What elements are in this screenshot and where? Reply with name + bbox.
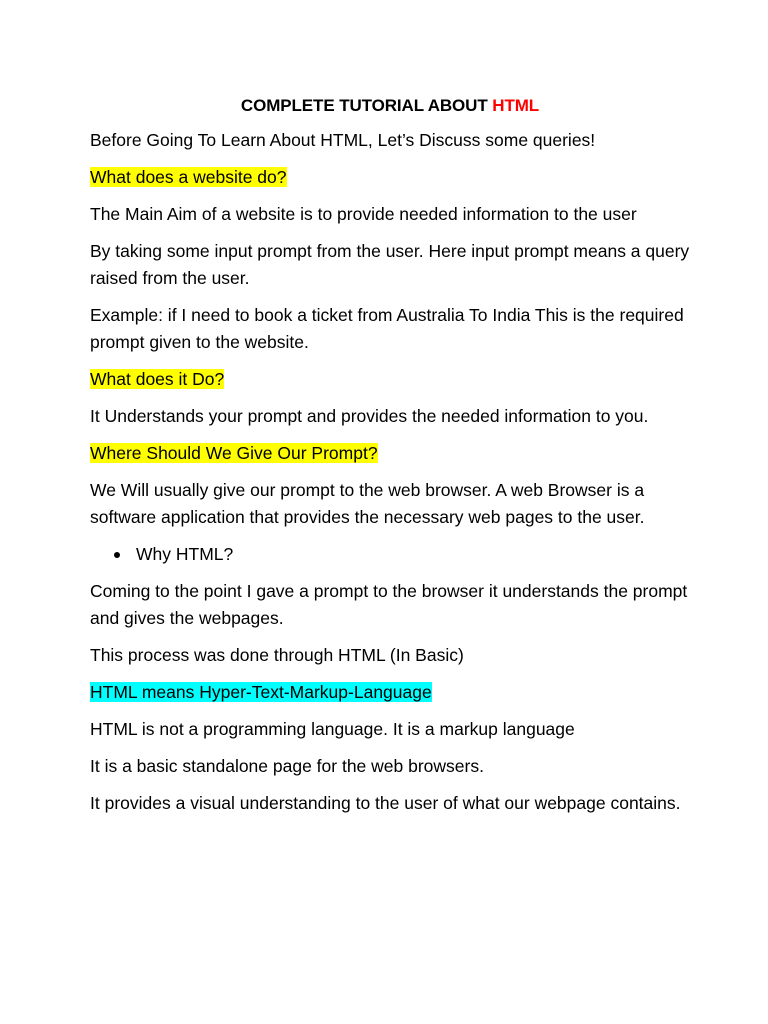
not-programming-text: HTML is not a programming language. It is a markup language xyxy=(90,719,575,739)
list-item xyxy=(90,541,690,568)
intro-text: Before Going To Learn About HTML, Let’s Discuss some queries! xyxy=(90,130,596,150)
browser-text: We Will usually give our prompt to the web browser. A web Browser is a software application that provides the necessary web pages to the user. xyxy=(90,480,645,527)
aim-paragraph xyxy=(90,201,690,228)
bullet-text: Why HTML? xyxy=(136,544,234,564)
standalone-text: It is a basic standalone page for the web browsers. xyxy=(90,756,484,776)
highlighted-meaning: HTML means Hyper-Text-Markup-Language xyxy=(90,682,432,702)
title-accent: HTML xyxy=(492,96,540,115)
browser-paragraph xyxy=(90,477,690,531)
process-text: This process was done through HTML (In Basic) xyxy=(90,645,464,665)
standalone-paragraph xyxy=(90,753,690,780)
coming-text: Coming to the point I gave a prompt to the browser it understands the prompt and gives the webpages. xyxy=(90,581,688,628)
document-title xyxy=(90,92,690,119)
bullet-icon xyxy=(114,552,120,558)
understands-text: It Understands your prompt and provides the needed information to you. xyxy=(90,406,649,426)
visual-paragraph xyxy=(90,790,690,817)
process-paragraph xyxy=(90,642,690,669)
bullet-list xyxy=(90,541,690,568)
visual-text: It provides a visual understanding to the user of what our webpage contains. xyxy=(90,793,681,813)
example-text: Example: if I need to book a ticket from Australia To India This is the required prompt given to the website. xyxy=(90,305,684,352)
highlighted-question-2: What does it Do? xyxy=(90,369,225,389)
aim-text: The Main Aim of a website is to provide needed information to the user xyxy=(90,204,637,224)
title-text: COMPLETE TUTORIAL ABOUT xyxy=(240,96,493,115)
question-heading-1 xyxy=(90,164,690,191)
example-paragraph xyxy=(90,302,690,356)
meaning-heading xyxy=(90,679,690,706)
input-prompt-text: By taking some input prompt from the user. Here input prompt means a query raised from the user. xyxy=(90,241,690,288)
understands-paragraph xyxy=(90,403,690,430)
highlighted-question-1: What does a website do? xyxy=(90,167,287,187)
document-body xyxy=(90,92,690,827)
question-heading-2 xyxy=(90,366,690,393)
intro-paragraph xyxy=(90,127,690,154)
not-programming-paragraph xyxy=(90,716,690,743)
input-prompt-paragraph xyxy=(90,238,690,292)
highlighted-question-3: Where Should We Give Our Prompt? xyxy=(90,443,378,463)
coming-paragraph xyxy=(90,578,690,632)
question-heading-3 xyxy=(90,440,690,467)
